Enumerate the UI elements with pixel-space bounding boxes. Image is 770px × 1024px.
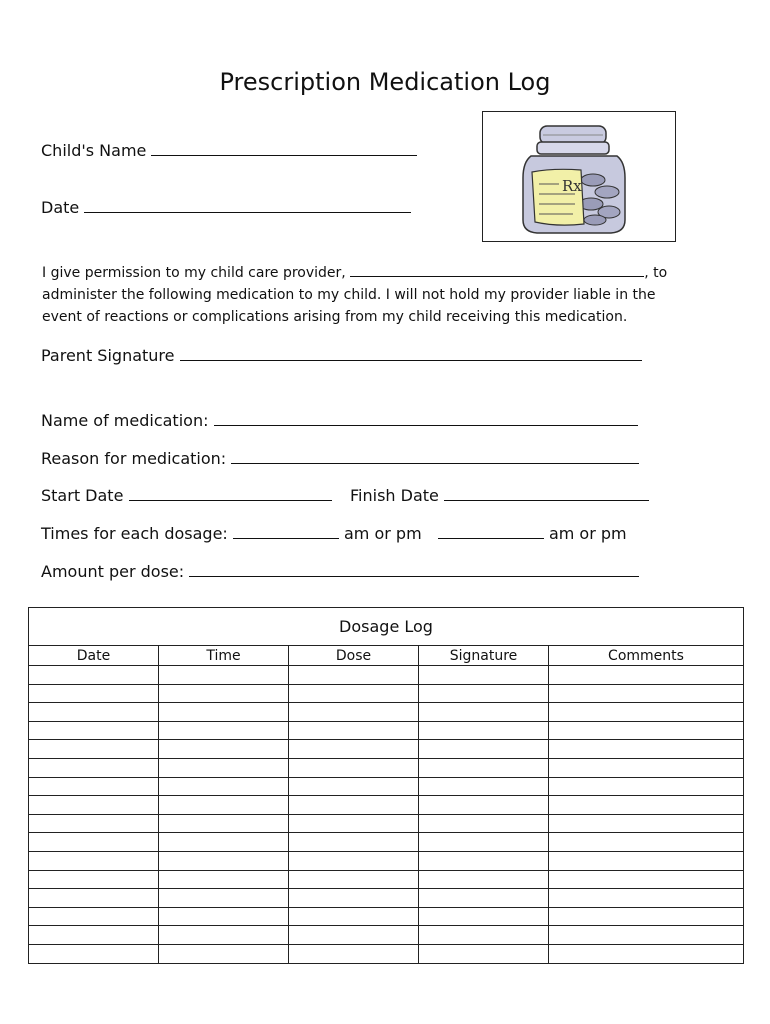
column-header-date: Date: [29, 646, 159, 666]
log-cell-comments[interactable]: [549, 684, 744, 703]
log-cell-dose[interactable]: [289, 889, 419, 908]
log-cell-date[interactable]: [29, 814, 159, 833]
log-cell-comments[interactable]: [549, 851, 744, 870]
log-cell-signature[interactable]: [419, 777, 549, 796]
table-row: [29, 944, 744, 963]
log-cell-comments[interactable]: [549, 870, 744, 889]
medication-name-label: Name of medication:: [41, 411, 209, 430]
log-cell-date[interactable]: [29, 907, 159, 926]
table-row: [29, 870, 744, 889]
log-cell-comments[interactable]: [549, 889, 744, 908]
reason-label: Reason for medication:: [41, 449, 227, 468]
medication-name-field: [41, 411, 638, 430]
log-cell-comments[interactable]: [549, 833, 744, 852]
log-cell-signature[interactable]: [419, 870, 549, 889]
permission-text-3: administer the following medication to my child. I will not hold my provider liable in the: [42, 287, 656, 303]
log-cell-signature[interactable]: [419, 944, 549, 963]
table-row: [29, 851, 744, 870]
log-cell-date[interactable]: [29, 926, 159, 945]
log-cell-date[interactable]: [29, 870, 159, 889]
log-cell-comments[interactable]: [549, 907, 744, 926]
table-row: [29, 758, 744, 777]
table-row: [29, 814, 744, 833]
log-cell-time[interactable]: [159, 851, 289, 870]
log-cell-comments[interactable]: [549, 740, 744, 759]
reason-field: [41, 449, 639, 468]
am-pm-1: am or pm: [344, 524, 422, 543]
dosage-log-body: [29, 666, 744, 964]
log-cell-date[interactable]: [29, 833, 159, 852]
permission-text-1: I give permission to my child care provider,: [42, 265, 346, 281]
log-cell-dose[interactable]: [289, 684, 419, 703]
am-pm-2: am or pm: [548, 524, 627, 543]
finish-date-line[interactable]: [444, 486, 649, 501]
table-row: [29, 721, 744, 740]
finish-date-field: [350, 486, 649, 505]
log-cell-dose[interactable]: [289, 796, 419, 815]
child-name-label: Child's Name: [41, 141, 147, 160]
log-cell-time[interactable]: [159, 833, 289, 852]
log-cell-signature[interactable]: [419, 907, 549, 926]
table-row: [29, 684, 744, 703]
log-cell-signature[interactable]: [419, 814, 549, 833]
log-cell-comments[interactable]: [549, 796, 744, 815]
log-cell-signature[interactable]: [419, 666, 549, 685]
log-cell-comments[interactable]: [549, 758, 744, 777]
log-cell-signature[interactable]: [419, 740, 549, 759]
log-cell-dose[interactable]: [289, 703, 419, 722]
log-cell-time[interactable]: [159, 721, 289, 740]
column-header-signature: Signature: [419, 646, 549, 666]
log-cell-dose[interactable]: [289, 851, 419, 870]
table-row: [29, 926, 744, 945]
table-row: [29, 796, 744, 815]
reason-line[interactable]: [231, 449, 639, 464]
log-cell-dose[interactable]: [289, 833, 419, 852]
log-cell-date[interactable]: [29, 684, 159, 703]
log-cell-date[interactable]: [29, 758, 159, 777]
log-cell-time[interactable]: [159, 870, 289, 889]
start-date-field: [41, 486, 332, 505]
permission-text-4: event of reactions or complications arising from my child receiving this medication.: [42, 309, 628, 325]
log-cell-date[interactable]: [29, 740, 159, 759]
dosage-log-title: Dosage Log: [29, 608, 744, 646]
page-title: Prescription Medication Log: [219, 68, 551, 96]
log-cell-dose[interactable]: [289, 721, 419, 740]
amount-field: [41, 562, 639, 581]
log-cell-dose[interactable]: [289, 740, 419, 759]
column-header-comments: Comments: [549, 646, 744, 666]
table-row: [29, 703, 744, 722]
log-cell-dose[interactable]: [289, 926, 419, 945]
provider-name-line[interactable]: [350, 264, 644, 277]
parent-signature-field: [41, 346, 642, 365]
medication-name-line[interactable]: [214, 411, 638, 426]
log-cell-date[interactable]: [29, 721, 159, 740]
log-cell-signature[interactable]: [419, 703, 549, 722]
child-name-field: [41, 141, 417, 160]
column-header-dose: Dose: [289, 646, 419, 666]
log-cell-comments[interactable]: [549, 721, 744, 740]
date-input-line[interactable]: [84, 198, 411, 213]
child-name-input-line[interactable]: [151, 141, 417, 156]
log-cell-comments[interactable]: [549, 814, 744, 833]
log-cell-signature[interactable]: [419, 851, 549, 870]
dosage-log-table: [28, 607, 744, 964]
log-cell-time[interactable]: [159, 796, 289, 815]
log-cell-comments[interactable]: [549, 944, 744, 963]
log-cell-comments[interactable]: [549, 926, 744, 945]
log-cell-time[interactable]: [159, 944, 289, 963]
log-cell-time[interactable]: [159, 926, 289, 945]
log-cell-dose[interactable]: [289, 870, 419, 889]
table-row: [29, 777, 744, 796]
amount-label: Amount per dose:: [41, 562, 185, 581]
log-cell-signature[interactable]: [419, 926, 549, 945]
log-cell-comments[interactable]: [549, 703, 744, 722]
log-cell-date[interactable]: [29, 703, 159, 722]
log-cell-date[interactable]: [29, 796, 159, 815]
log-cell-signature[interactable]: [419, 889, 549, 908]
column-header-time: Time: [159, 646, 289, 666]
table-row: [29, 907, 744, 926]
amount-line[interactable]: [189, 562, 639, 577]
permission-statement: [42, 262, 682, 328]
medicine-jar-image: [482, 111, 676, 242]
log-cell-dose[interactable]: [289, 758, 419, 777]
log-cell-comments[interactable]: [549, 777, 744, 796]
log-cell-time[interactable]: [159, 814, 289, 833]
log-cell-time[interactable]: [159, 703, 289, 722]
log-cell-date[interactable]: [29, 851, 159, 870]
log-cell-dose[interactable]: [289, 666, 419, 685]
log-cell-date[interactable]: [29, 889, 159, 908]
time-2-line[interactable]: [438, 524, 544, 539]
log-cell-dose[interactable]: [289, 777, 419, 796]
log-cell-date[interactable]: [29, 666, 159, 685]
table-row: [29, 833, 744, 852]
log-cell-time[interactable]: [159, 777, 289, 796]
table-row: [29, 889, 744, 908]
table-row: [29, 666, 744, 685]
log-cell-time[interactable]: [159, 740, 289, 759]
log-cell-time[interactable]: [159, 758, 289, 777]
permission-text-2: , to: [644, 265, 668, 281]
start-date-line[interactable]: [129, 486, 332, 501]
log-cell-date[interactable]: [29, 944, 159, 963]
rx-text: Rx: [562, 177, 582, 195]
log-cell-signature[interactable]: [419, 684, 549, 703]
parent-signature-label: Parent Signature: [41, 346, 175, 365]
times-field: [41, 524, 627, 543]
log-cell-time[interactable]: [159, 666, 289, 685]
log-cell-signature[interactable]: [419, 796, 549, 815]
times-label: Times for each dosage:: [41, 524, 228, 543]
table-row: [29, 740, 744, 759]
start-date-label: Start Date: [41, 486, 124, 505]
log-cell-signature[interactable]: [419, 721, 549, 740]
log-cell-comments[interactable]: [549, 666, 744, 685]
log-cell-time[interactable]: [159, 907, 289, 926]
log-cell-time[interactable]: [159, 889, 289, 908]
log-cell-signature[interactable]: [419, 833, 549, 852]
log-cell-dose[interactable]: [289, 907, 419, 926]
log-cell-time[interactable]: [159, 684, 289, 703]
date-field: [41, 198, 411, 217]
finish-date-label: Finish Date: [350, 486, 439, 505]
log-cell-signature[interactable]: [419, 758, 549, 777]
date-label: Date: [41, 198, 80, 217]
time-1-line[interactable]: [233, 524, 339, 539]
medicine-jar-icon: [483, 112, 674, 240]
log-cell-date[interactable]: [29, 777, 159, 796]
log-cell-dose[interactable]: [289, 814, 419, 833]
parent-signature-line[interactable]: [180, 346, 642, 361]
log-cell-dose[interactable]: [289, 944, 419, 963]
